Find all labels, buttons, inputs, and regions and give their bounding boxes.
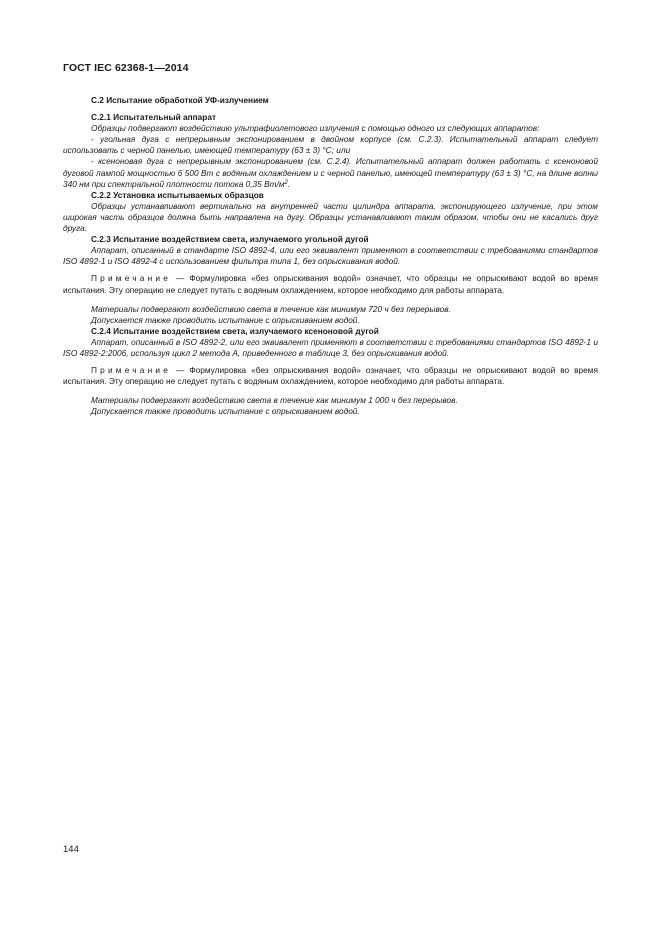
note-label: Примечание [91,273,172,284]
paragraph-c24: Аппарат, описанный в ISO 4892-2, или его эквивалент применяют в соответствии с требованиями стандартов ISO 4892-1 и ISO 4892-2:2006, используя цикл 2 метода А, приведенного в таблице 3, без опрыскивания водой. [63,336,598,358]
superscript-two: 2 [284,179,288,186]
page-number: 144 [63,844,79,855]
note-text: — Формулировка «без опрыскивания водой» означает, что образцы не опрыскивают водой во время испытания. Эту операцию не следует путать с водяным охлаждением, которое необходимо для работы аппарата. [63,365,598,387]
subsection-title-c24: С.2.4 Испытание воздействием света, излучаемого ксеноновой дугой [91,325,379,336]
note-c23 [63,273,598,295]
document-body [63,95,598,417]
subsection-title-c23: С.2.3 Испытание воздействием света, излучаемого угольной дугой [91,234,369,245]
note-c24 [63,365,598,387]
document-header: ГОСТ IEC 62368-1—2014 [63,62,189,74]
subsection-title-c21: С.2.1 Испытательный аппарат [91,112,217,123]
note-label: Примечание [91,365,172,376]
subsection-title-c22: С.2.2 Установка испытываемых образцов [91,189,264,200]
section-title-c2: С.2 Испытание обработкой УФ-излучением [91,95,269,105]
list-item-carbon-arc: - угольная дуга с непрерывным экспонированием в двойном корпусе (см. С.2.3). Испытательный аппарат следует использовать с черной панелью, имеющей температуру (63 ± 3) °С; или [63,134,598,156]
paragraph-c23-exposure: Материалы подвергают воздействию света в течение как минимум 720 ч без перерывов. [91,303,451,314]
note-text: — Формулировка «без опрыскивания водой» означает, что образцы не опрыскивают водой во время испытания. Эту операцию не следует путать с водяным охлаждением, которое необходимо для работы аппарата. [63,273,598,295]
paragraph-c24-allowed: Допускается также проводить испытание с опрыскиванием водой. [91,406,360,417]
list-item-xenon-arc-end: . [287,178,291,189]
paragraph-c21-intro: Образцы подвергают воздействию ультрафиолетового излучения с помощью одного из следующих аппаратов: [91,123,540,134]
paragraph-c24-exposure: Материалы подвергают воздействию света в течение как минимум 1 000 ч без перерывов. [91,395,458,406]
list-item-xenon-arc [63,156,598,189]
paragraph-c22: Образцы устанавливают вертикально на внутренней части цилиндра аппарата, экспонирующего излучение, при этом широкая часть образцов должна быть направлена на дугу. Образцы устанавливают таким образом, чтобы они не касались друг друга. [63,200,598,234]
paragraph-c23: Аппарат, описанный в стандарте ISO 4892-4, или его эквивалент применяют в соответствии с требованиями стандартов ISO 4892-1 и ISO 4892-4 с использованием фильтра типа 1, без опрыскивания водой. [63,245,598,267]
list-item-xenon-arc-text: - ксеноновая дуга с непрерывным экспонированием (см. С.2.4). Испытательный аппарат должен работать с ксеноновой дуговой лампой мощностью 6 500 Вт с водяным охлаждением и с черной панелью, имеющей температуру (63 ± 3) °С, на длине волны 340 нм при спектральной плотности потока 0,35 Вт/м [63,156,598,189]
paragraph-c23-allowed: Допускается также проводить испытание с опрыскиванием водой. [91,314,360,325]
